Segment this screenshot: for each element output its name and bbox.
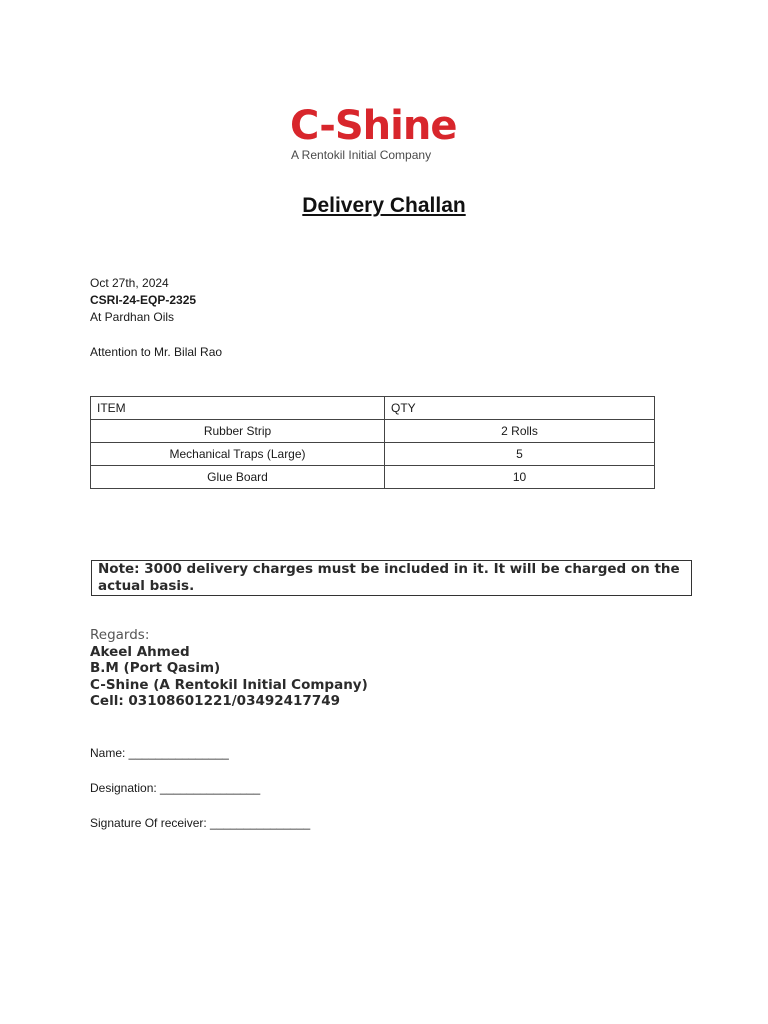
document-meta bbox=[90, 275, 196, 326]
location: At Pardhan Oils bbox=[90, 310, 175, 324]
receiver-designation-field: Designation: _______________ bbox=[90, 781, 261, 795]
table-row bbox=[91, 466, 655, 489]
reference-number: CSRI-24-EQP-2325 bbox=[90, 293, 197, 307]
qty-cell: 10 bbox=[385, 466, 655, 489]
item-cell: Rubber Strip bbox=[91, 420, 385, 443]
note-box: Note: 3000 delivery charges must be included in it. It will be charged on the actual basis. bbox=[91, 560, 692, 596]
qty-cell: 2 Rolls bbox=[385, 420, 655, 443]
column-header-item: ITEM bbox=[91, 397, 385, 420]
signature-block bbox=[90, 627, 368, 710]
date: Oct 27th, 2024 bbox=[90, 276, 169, 290]
column-header-qty: QTY bbox=[385, 397, 655, 420]
qty-cell: 5 bbox=[385, 443, 655, 466]
item-cell: Mechanical Traps (Large) bbox=[91, 443, 385, 466]
regards-label: Regards: bbox=[90, 627, 150, 643]
signer-designation: B.M (Port Qasim) bbox=[90, 660, 221, 676]
receiver-signature-field: Signature Of receiver: _______________ bbox=[90, 816, 311, 830]
logo-wordmark: C-Shine bbox=[290, 103, 457, 149]
receiver-fields bbox=[90, 746, 310, 851]
table-header-row bbox=[91, 397, 655, 420]
table-row bbox=[91, 420, 655, 443]
attention-line: Attention to Mr. Bilal Rao bbox=[90, 345, 223, 359]
receiver-name-field: Name: _______________ bbox=[90, 746, 229, 760]
document-title: Delivery Challan bbox=[302, 194, 466, 217]
company-logo bbox=[290, 104, 470, 162]
logo-tagline: A Rentokil Initial Company bbox=[291, 148, 432, 162]
item-cell: Glue Board bbox=[91, 466, 385, 489]
signer-company: C-Shine (A Rentokil Initial Company) bbox=[90, 676, 368, 693]
table-row bbox=[91, 443, 655, 466]
signer-name: Akeel Ahmed bbox=[90, 643, 190, 660]
signer-cell: Cell: 03108601221/03492417749 bbox=[90, 693, 341, 709]
items-table bbox=[90, 396, 655, 489]
